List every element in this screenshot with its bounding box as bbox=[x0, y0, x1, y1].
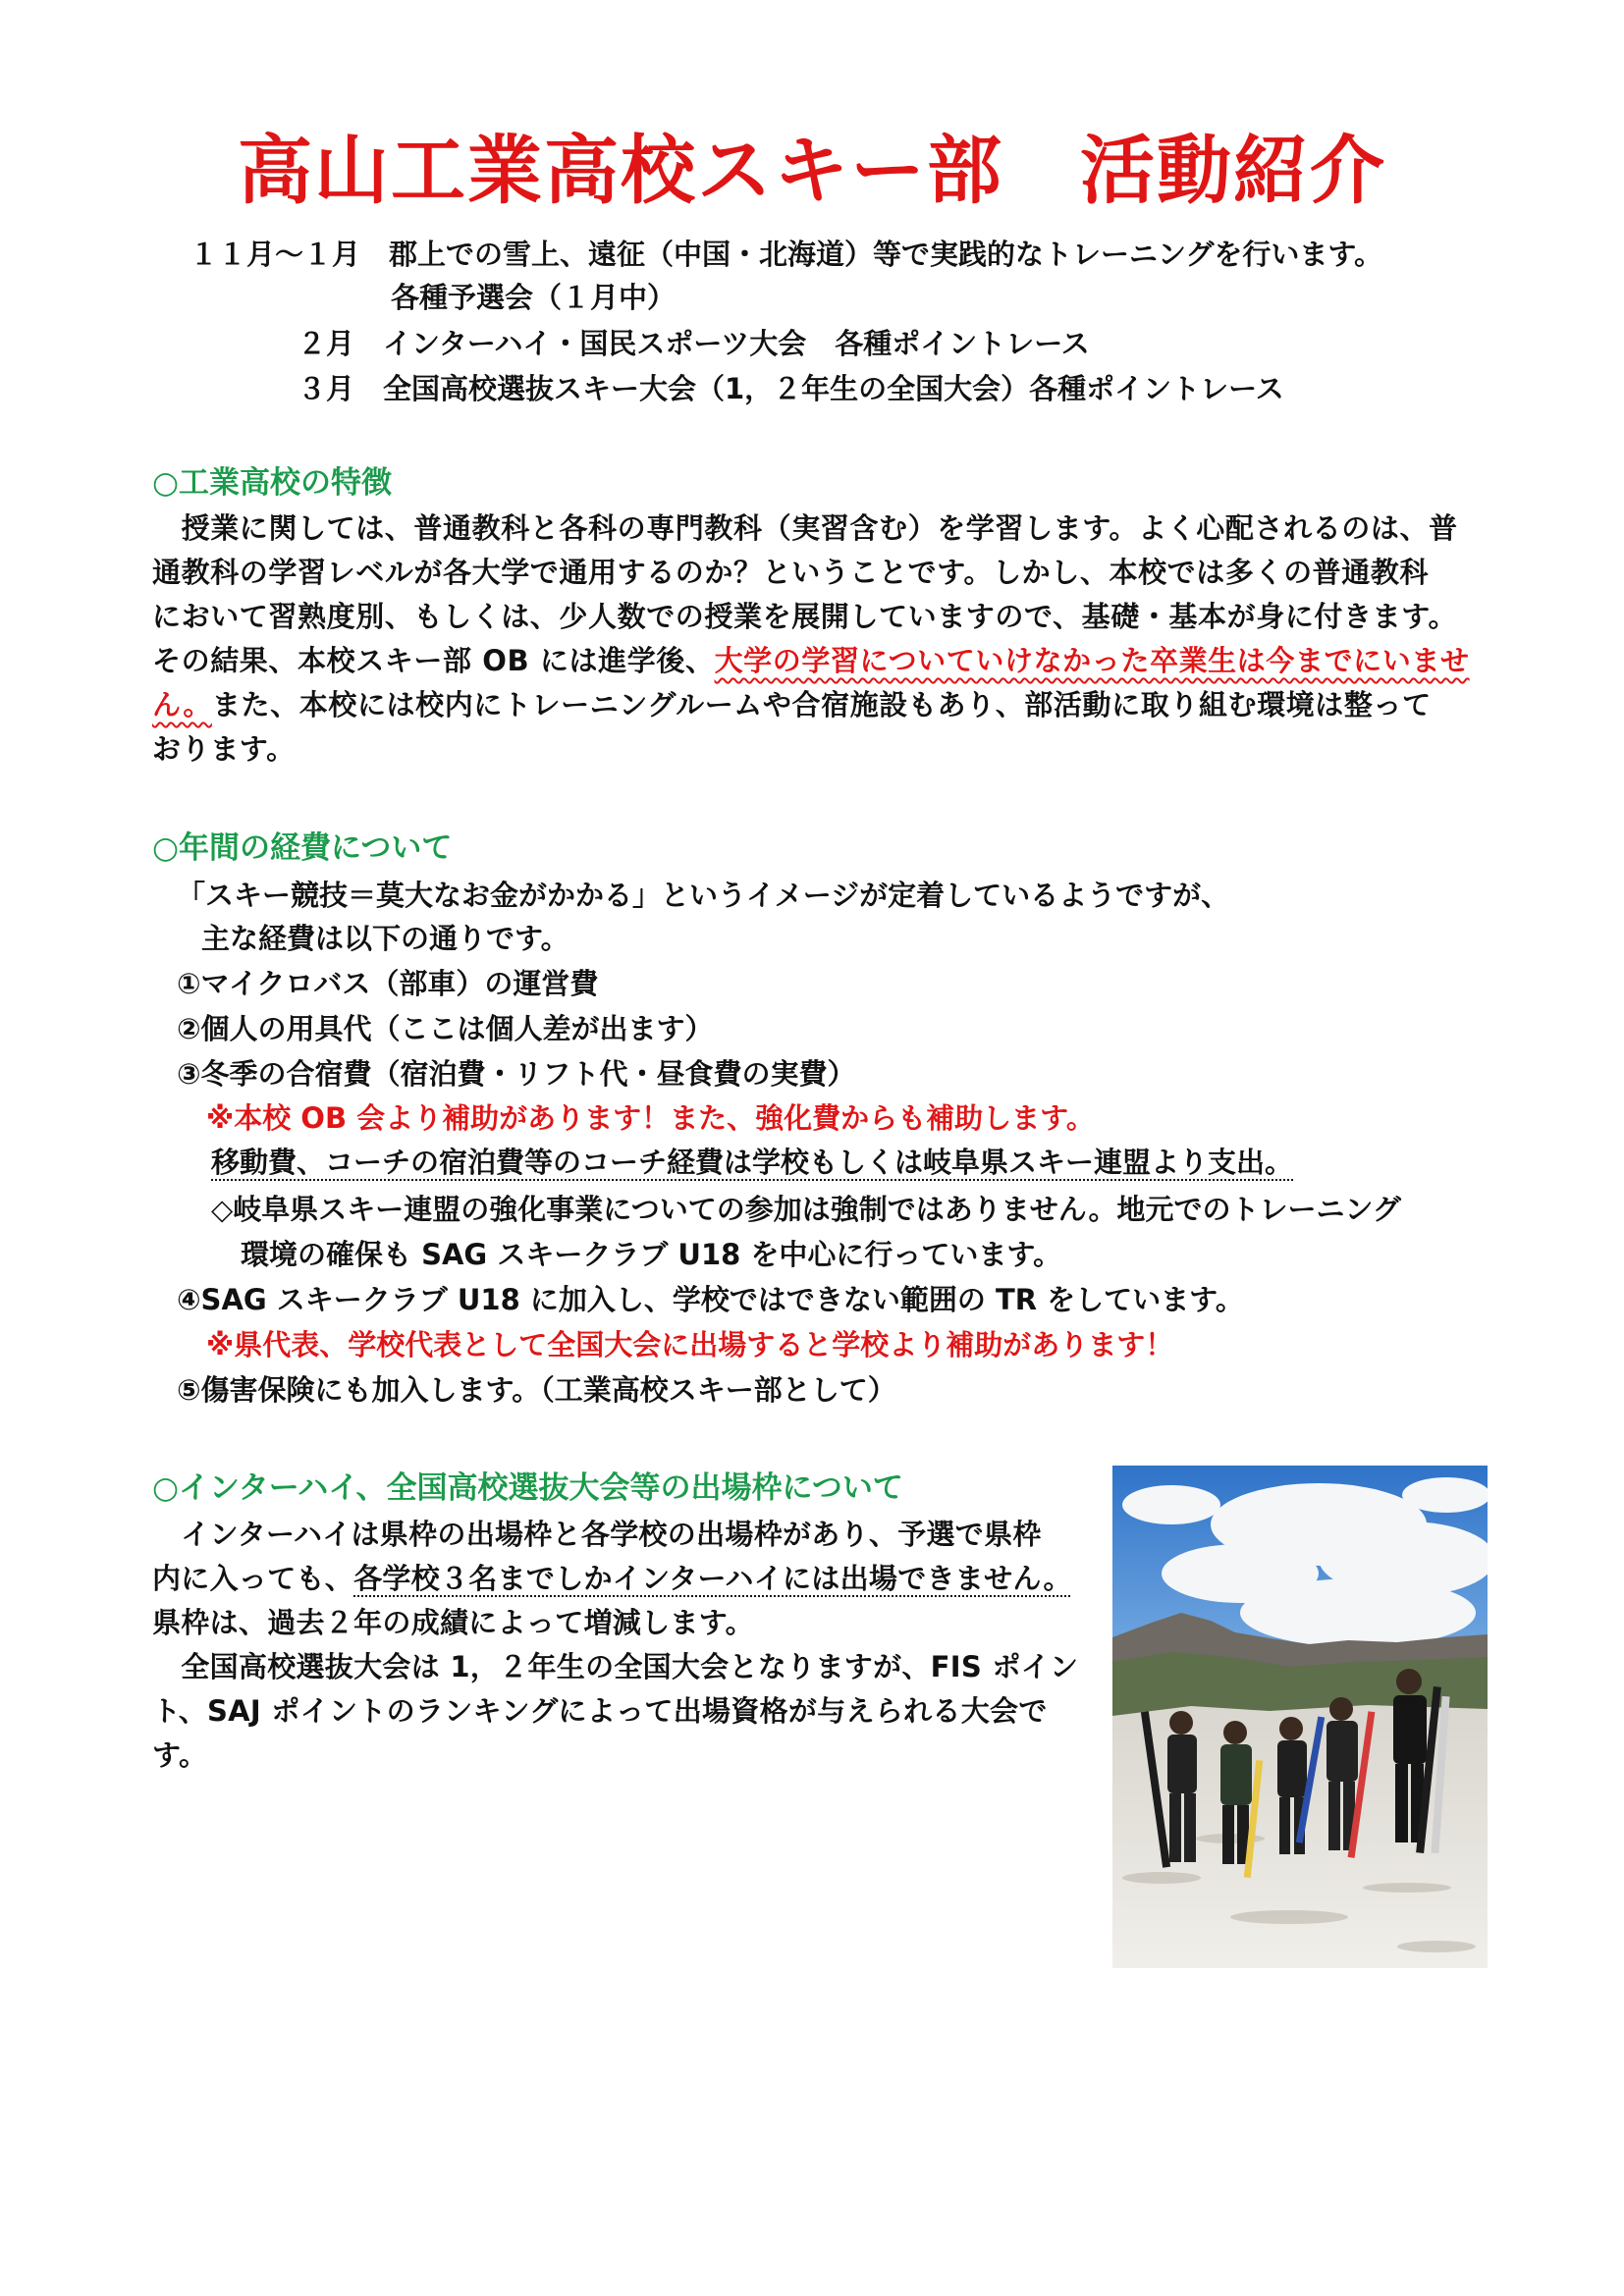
interhigh-paragraph bbox=[152, 1513, 1078, 1778]
interhigh-line: す。 bbox=[152, 1738, 208, 1772]
features-line: 授業に関しては、普通教科と各科の専門教科（実習含む）を学習します。よく心配されるのは、普 bbox=[152, 511, 1458, 545]
interhigh-heading: ○インターハイ、全国高校選抜大会等の出場枠について bbox=[152, 1470, 903, 1506]
cost-item-insurance: ⑤傷害保険にも加入します。（工業高校スキー部として） bbox=[177, 1373, 896, 1407]
team-photo bbox=[1112, 1466, 1488, 1968]
costs-intro: 「スキー競技＝莫大なお金がかかる」というイメージが定着しているようですが、 bbox=[177, 879, 1230, 912]
costs-heading: ○年間の経費について bbox=[152, 830, 453, 866]
features-line: において習熟度別、もしくは、少人数での授業を展開していますので、基礎・基本が身に付きます。 bbox=[152, 600, 1458, 633]
interhigh-line: ト、SAJ ポイントのランキングによって出場資格が与えられる大会で bbox=[152, 1694, 1048, 1728]
features-line: 通教科の学習レベルが各大学で通用するのか？ということです。しかし、本校では多くの普通教科 bbox=[152, 556, 1430, 589]
schedule-nov-jan: １１月～１月 郡上での雪上、遠征（中国・北海道）等で実践的なトレーニングを行います。 bbox=[189, 238, 1383, 271]
page-title: 高山工業高校スキー部 活動紹介 bbox=[238, 127, 1386, 214]
interhigh-line bbox=[152, 1557, 1078, 1601]
interhigh-text: 内に入っても、 bbox=[152, 1562, 354, 1595]
cost-note-national: ※県代表、学校代表として全国大会に出場すると学校より補助があります！ bbox=[206, 1328, 1174, 1362]
cost-note-travel: 移動費、コーチの宿泊費等のコーチ経費は学校もしくは岐阜県スキー連盟より支出。 bbox=[211, 1146, 1294, 1179]
features-line bbox=[152, 683, 1470, 727]
interhigh-limit: 各学校３名までしかインターハイには出場できません。 bbox=[353, 1562, 1072, 1595]
cost-item-bus: ①マイクロバス（部車）の運営費 bbox=[177, 967, 599, 1000]
features-text: また、本校には校内にトレーニングルームや合宿施設もあり、部活動に取り組む環境は整って bbox=[211, 688, 1432, 721]
cost-note-federation-cont: 環境の確保も SAG スキークラブ U18 を中心に行っています。 bbox=[241, 1238, 1062, 1271]
features-heading: ○工業高校の特徴 bbox=[152, 465, 393, 501]
features-text: その結果、本校スキー部 OB には進学後、 bbox=[152, 644, 715, 677]
cost-item-club: ④SAG スキークラブ U18 に加入し、学校ではできない範囲の TR をしています。 bbox=[177, 1283, 1244, 1316]
schedule-feb: ２月 インターハイ・国民スポーツ大会 各種ポイントレース bbox=[298, 327, 1090, 360]
features-line: おります。 bbox=[152, 732, 296, 766]
schedule-mar: ３月 全国高校選抜スキー大会（1，２年生の全国大会）各種ポイントレース bbox=[298, 372, 1284, 405]
features-line bbox=[152, 639, 1470, 683]
cost-item-camp: ③冬季の合宿費（宿泊費・リフト代・昼食費の実費） bbox=[177, 1057, 856, 1091]
cost-note-federation: ◇岐阜県スキー連盟の強化事業についての参加は強制ではありません。地元でのトレーニング bbox=[211, 1193, 1401, 1226]
costs-intro: 主な経費は以下の通りです。 bbox=[201, 922, 569, 955]
features-paragraph bbox=[152, 507, 1470, 772]
interhigh-line: 県枠は、過去２年の成績によって増減します。 bbox=[152, 1606, 754, 1639]
schedule-qualifiers: 各種予選会（１月中） bbox=[391, 281, 677, 314]
interhigh-line: インターハイは県枠の出場枠と各学校の出場枠があり、予選で県枠 bbox=[152, 1518, 1042, 1551]
cost-note-support: ※本校 OB 会より補助があります！また、強化費からも補助します。 bbox=[206, 1101, 1095, 1135]
features-highlight-end: ん。 bbox=[152, 688, 212, 721]
interhigh-line: 全国高校選抜大会は 1，２年生の全国大会となりますが、FIS ポイン bbox=[152, 1650, 1079, 1683]
cost-item-equipment: ②個人の用具代（ここは個人差が出ます） bbox=[177, 1012, 714, 1045]
team-photo-illustration bbox=[1112, 1466, 1488, 1968]
features-highlight: 大学の学習についていけなかった卒業生は今までにいませ bbox=[714, 644, 1470, 677]
